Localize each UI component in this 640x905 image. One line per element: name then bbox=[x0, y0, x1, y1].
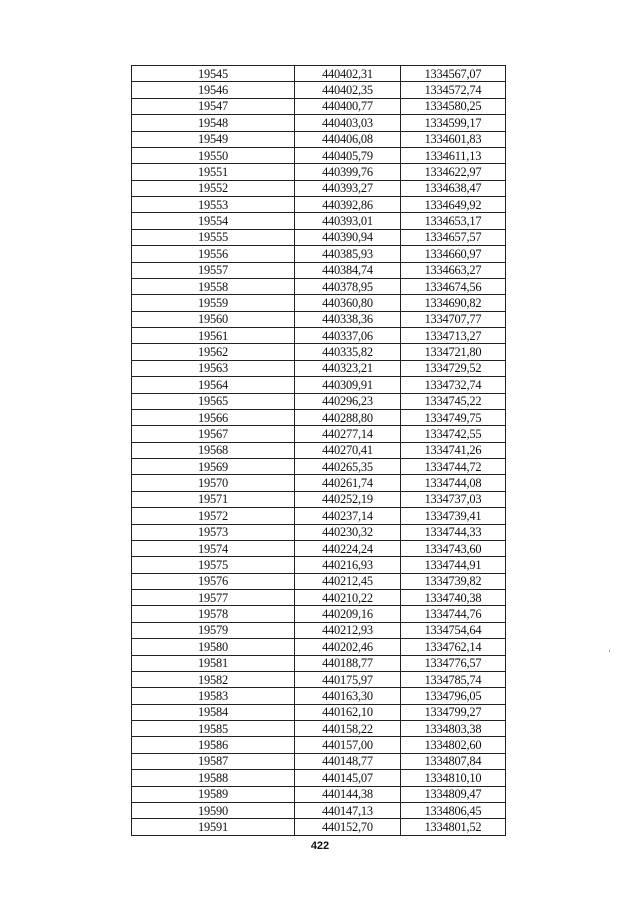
x-coordinate-cell: 440402,31 bbox=[295, 66, 401, 82]
y-coordinate-cell: 1334674,56 bbox=[401, 278, 506, 294]
table-row bbox=[132, 704, 506, 720]
point-number-cell: 19577 bbox=[132, 590, 295, 606]
point-number-cell: 19586 bbox=[132, 737, 295, 753]
point-number-cell: 19566 bbox=[132, 409, 295, 425]
point-number-cell: 19590 bbox=[132, 802, 295, 818]
table-row bbox=[132, 753, 506, 769]
point-number-cell: 19582 bbox=[132, 671, 295, 687]
x-coordinate-cell: 440337,06 bbox=[295, 328, 401, 344]
x-coordinate-cell: 440145,07 bbox=[295, 770, 401, 786]
y-coordinate-cell: 1334611,13 bbox=[401, 147, 506, 163]
point-number-cell: 19584 bbox=[132, 704, 295, 720]
x-coordinate-cell: 440405,79 bbox=[295, 147, 401, 163]
y-coordinate-cell: 1334810,10 bbox=[401, 770, 506, 786]
table-row bbox=[132, 66, 506, 82]
y-coordinate-cell: 1334622,97 bbox=[401, 164, 506, 180]
y-coordinate-cell: 1334744,76 bbox=[401, 606, 506, 622]
y-coordinate-cell: 1334776,57 bbox=[401, 655, 506, 671]
y-coordinate-cell: 1334649,92 bbox=[401, 197, 506, 213]
y-coordinate-cell: 1334740,38 bbox=[401, 590, 506, 606]
x-coordinate-cell: 440309,91 bbox=[295, 377, 401, 393]
y-coordinate-cell: 1334599,17 bbox=[401, 115, 506, 131]
table-row bbox=[132, 819, 506, 835]
table-row bbox=[132, 721, 506, 737]
table-row bbox=[132, 229, 506, 245]
table-row bbox=[132, 409, 506, 425]
point-number-cell: 19576 bbox=[132, 573, 295, 589]
y-coordinate-cell: 1334806,45 bbox=[401, 802, 506, 818]
point-number-cell: 19546 bbox=[132, 82, 295, 98]
table-row bbox=[132, 802, 506, 818]
point-number-cell: 19567 bbox=[132, 426, 295, 442]
y-coordinate-cell: 1334601,83 bbox=[401, 131, 506, 147]
table-row bbox=[132, 524, 506, 540]
x-coordinate-cell: 440148,77 bbox=[295, 753, 401, 769]
point-number-cell: 19559 bbox=[132, 295, 295, 311]
x-coordinate-cell: 440288,80 bbox=[295, 409, 401, 425]
y-coordinate-cell: 1334744,33 bbox=[401, 524, 506, 540]
x-coordinate-cell: 440261,74 bbox=[295, 475, 401, 491]
y-coordinate-cell: 1334653,17 bbox=[401, 213, 506, 229]
x-coordinate-cell: 440224,24 bbox=[295, 540, 401, 556]
y-coordinate-cell: 1334745,22 bbox=[401, 393, 506, 409]
table-row bbox=[132, 164, 506, 180]
x-coordinate-cell: 440216,93 bbox=[295, 557, 401, 573]
y-coordinate-cell: 1334732,74 bbox=[401, 377, 506, 393]
point-number-cell: 19557 bbox=[132, 262, 295, 278]
x-coordinate-cell: 440230,32 bbox=[295, 524, 401, 540]
table-row bbox=[132, 688, 506, 704]
table-row bbox=[132, 262, 506, 278]
table-row bbox=[132, 377, 506, 393]
point-number-cell: 19583 bbox=[132, 688, 295, 704]
table-row bbox=[132, 770, 506, 786]
y-coordinate-cell: 1334743,60 bbox=[401, 540, 506, 556]
y-coordinate-cell: 1334572,74 bbox=[401, 82, 506, 98]
x-coordinate-cell: 440147,13 bbox=[295, 802, 401, 818]
table-row bbox=[132, 442, 506, 458]
point-number-cell: 19555 bbox=[132, 229, 295, 245]
x-coordinate-cell: 440212,93 bbox=[295, 622, 401, 638]
x-coordinate-cell: 440403,03 bbox=[295, 115, 401, 131]
point-number-cell: 19588 bbox=[132, 770, 295, 786]
x-coordinate-cell: 440323,21 bbox=[295, 360, 401, 376]
y-coordinate-cell: 1334754,64 bbox=[401, 622, 506, 638]
table-row bbox=[132, 639, 506, 655]
point-number-cell: 19551 bbox=[132, 164, 295, 180]
x-coordinate-cell: 440360,80 bbox=[295, 295, 401, 311]
point-number-cell: 19550 bbox=[132, 147, 295, 163]
table-row bbox=[132, 147, 506, 163]
y-coordinate-cell: 1334744,08 bbox=[401, 475, 506, 491]
y-coordinate-cell: 1334567,07 bbox=[401, 66, 506, 82]
x-coordinate-cell: 440270,41 bbox=[295, 442, 401, 458]
table-row bbox=[132, 491, 506, 507]
x-coordinate-cell: 440406,08 bbox=[295, 131, 401, 147]
x-coordinate-cell: 440237,14 bbox=[295, 508, 401, 524]
table-row bbox=[132, 655, 506, 671]
x-coordinate-cell: 440338,36 bbox=[295, 311, 401, 327]
x-coordinate-cell: 440393,01 bbox=[295, 213, 401, 229]
x-coordinate-cell: 440385,93 bbox=[295, 246, 401, 262]
y-coordinate-cell: 1334742,55 bbox=[401, 426, 506, 442]
point-number-cell: 19574 bbox=[132, 540, 295, 556]
table-row bbox=[132, 311, 506, 327]
x-coordinate-cell: 440335,82 bbox=[295, 344, 401, 360]
scan-speck bbox=[609, 650, 610, 652]
x-coordinate-cell: 440210,22 bbox=[295, 590, 401, 606]
point-number-cell: 19571 bbox=[132, 491, 295, 507]
y-coordinate-cell: 1334739,41 bbox=[401, 508, 506, 524]
point-number-cell: 19558 bbox=[132, 278, 295, 294]
y-coordinate-cell: 1334749,75 bbox=[401, 409, 506, 425]
table-row bbox=[132, 98, 506, 114]
table-row bbox=[132, 213, 506, 229]
point-number-cell: 19556 bbox=[132, 246, 295, 262]
table-row bbox=[132, 737, 506, 753]
table-row bbox=[132, 475, 506, 491]
table-row bbox=[132, 278, 506, 294]
point-number-cell: 19549 bbox=[132, 131, 295, 147]
point-number-cell: 19547 bbox=[132, 98, 295, 114]
table-row bbox=[132, 246, 506, 262]
table-row bbox=[132, 393, 506, 409]
point-number-cell: 19569 bbox=[132, 459, 295, 475]
y-coordinate-cell: 1334707,77 bbox=[401, 311, 506, 327]
x-coordinate-cell: 440296,23 bbox=[295, 393, 401, 409]
table-row bbox=[132, 328, 506, 344]
point-number-cell: 19548 bbox=[132, 115, 295, 131]
x-coordinate-cell: 440402,35 bbox=[295, 82, 401, 98]
table-row bbox=[132, 197, 506, 213]
x-coordinate-cell: 440152,70 bbox=[295, 819, 401, 835]
x-coordinate-cell: 440393,27 bbox=[295, 180, 401, 196]
point-number-cell: 19587 bbox=[132, 753, 295, 769]
table-row bbox=[132, 360, 506, 376]
table-row bbox=[132, 180, 506, 196]
y-coordinate-cell: 1334799,27 bbox=[401, 704, 506, 720]
y-coordinate-cell: 1334802,60 bbox=[401, 737, 506, 753]
x-coordinate-cell: 440265,35 bbox=[295, 459, 401, 475]
point-number-cell: 19585 bbox=[132, 721, 295, 737]
point-number-cell: 19579 bbox=[132, 622, 295, 638]
y-coordinate-cell: 1334785,74 bbox=[401, 671, 506, 687]
y-coordinate-cell: 1334657,57 bbox=[401, 229, 506, 245]
x-coordinate-cell: 440144,38 bbox=[295, 786, 401, 802]
x-coordinate-cell: 440390,94 bbox=[295, 229, 401, 245]
table-row bbox=[132, 671, 506, 687]
x-coordinate-cell: 440209,16 bbox=[295, 606, 401, 622]
x-coordinate-cell: 440252,19 bbox=[295, 491, 401, 507]
point-number-cell: 19553 bbox=[132, 197, 295, 213]
x-coordinate-cell: 440392,86 bbox=[295, 197, 401, 213]
x-coordinate-cell: 440277,14 bbox=[295, 426, 401, 442]
table-row bbox=[132, 131, 506, 147]
y-coordinate-cell: 1334721,80 bbox=[401, 344, 506, 360]
y-coordinate-cell: 1334744,91 bbox=[401, 557, 506, 573]
y-coordinate-cell: 1334809,47 bbox=[401, 786, 506, 802]
y-coordinate-cell: 1334801,52 bbox=[401, 819, 506, 835]
point-number-cell: 19545 bbox=[132, 66, 295, 82]
table-row bbox=[132, 557, 506, 573]
table-row bbox=[132, 115, 506, 131]
point-number-cell: 19552 bbox=[132, 180, 295, 196]
point-number-cell: 19561 bbox=[132, 328, 295, 344]
y-coordinate-cell: 1334638,47 bbox=[401, 180, 506, 196]
table-row bbox=[132, 606, 506, 622]
table-row bbox=[132, 426, 506, 442]
y-coordinate-cell: 1334690,82 bbox=[401, 295, 506, 311]
point-number-cell: 19580 bbox=[132, 639, 295, 655]
page-number: 422 bbox=[310, 840, 330, 852]
point-number-cell: 19562 bbox=[132, 344, 295, 360]
y-coordinate-cell: 1334739,82 bbox=[401, 573, 506, 589]
y-coordinate-cell: 1334663,27 bbox=[401, 262, 506, 278]
y-coordinate-cell: 1334660,97 bbox=[401, 246, 506, 262]
table-row bbox=[132, 622, 506, 638]
y-coordinate-cell: 1334762,14 bbox=[401, 639, 506, 655]
point-number-cell: 19564 bbox=[132, 377, 295, 393]
x-coordinate-cell: 440163,30 bbox=[295, 688, 401, 704]
x-coordinate-cell: 440162,10 bbox=[295, 704, 401, 720]
coordinates-table bbox=[131, 65, 506, 836]
table-row bbox=[132, 344, 506, 360]
table-row bbox=[132, 508, 506, 524]
table-row bbox=[132, 786, 506, 802]
point-number-cell: 19581 bbox=[132, 655, 295, 671]
point-number-cell: 19573 bbox=[132, 524, 295, 540]
y-coordinate-cell: 1334796,05 bbox=[401, 688, 506, 704]
point-number-cell: 19568 bbox=[132, 442, 295, 458]
point-number-cell: 19572 bbox=[132, 508, 295, 524]
x-coordinate-cell: 440158,22 bbox=[295, 721, 401, 737]
x-coordinate-cell: 440202,46 bbox=[295, 639, 401, 655]
x-coordinate-cell: 440378,95 bbox=[295, 278, 401, 294]
x-coordinate-cell: 440212,45 bbox=[295, 573, 401, 589]
x-coordinate-cell: 440399,76 bbox=[295, 164, 401, 180]
point-number-cell: 19570 bbox=[132, 475, 295, 491]
point-number-cell: 19589 bbox=[132, 786, 295, 802]
table-row bbox=[132, 82, 506, 98]
x-coordinate-cell: 440400,77 bbox=[295, 98, 401, 114]
point-number-cell: 19554 bbox=[132, 213, 295, 229]
y-coordinate-cell: 1334744,72 bbox=[401, 459, 506, 475]
point-number-cell: 19575 bbox=[132, 557, 295, 573]
coordinates-table-body bbox=[132, 66, 506, 836]
table-row bbox=[132, 573, 506, 589]
point-number-cell: 19560 bbox=[132, 311, 295, 327]
x-coordinate-cell: 440175,97 bbox=[295, 671, 401, 687]
y-coordinate-cell: 1334807,84 bbox=[401, 753, 506, 769]
x-coordinate-cell: 440384,74 bbox=[295, 262, 401, 278]
point-number-cell: 19563 bbox=[132, 360, 295, 376]
y-coordinate-cell: 1334580,25 bbox=[401, 98, 506, 114]
y-coordinate-cell: 1334737,03 bbox=[401, 491, 506, 507]
x-coordinate-cell: 440188,77 bbox=[295, 655, 401, 671]
table-row bbox=[132, 295, 506, 311]
point-number-cell: 19578 bbox=[132, 606, 295, 622]
x-coordinate-cell: 440157,00 bbox=[295, 737, 401, 753]
table-row bbox=[132, 459, 506, 475]
y-coordinate-cell: 1334713,27 bbox=[401, 328, 506, 344]
point-number-cell: 19591 bbox=[132, 819, 295, 835]
table-row bbox=[132, 540, 506, 556]
y-coordinate-cell: 1334803,38 bbox=[401, 721, 506, 737]
table-row bbox=[132, 590, 506, 606]
y-coordinate-cell: 1334729,52 bbox=[401, 360, 506, 376]
y-coordinate-cell: 1334741,26 bbox=[401, 442, 506, 458]
point-number-cell: 19565 bbox=[132, 393, 295, 409]
